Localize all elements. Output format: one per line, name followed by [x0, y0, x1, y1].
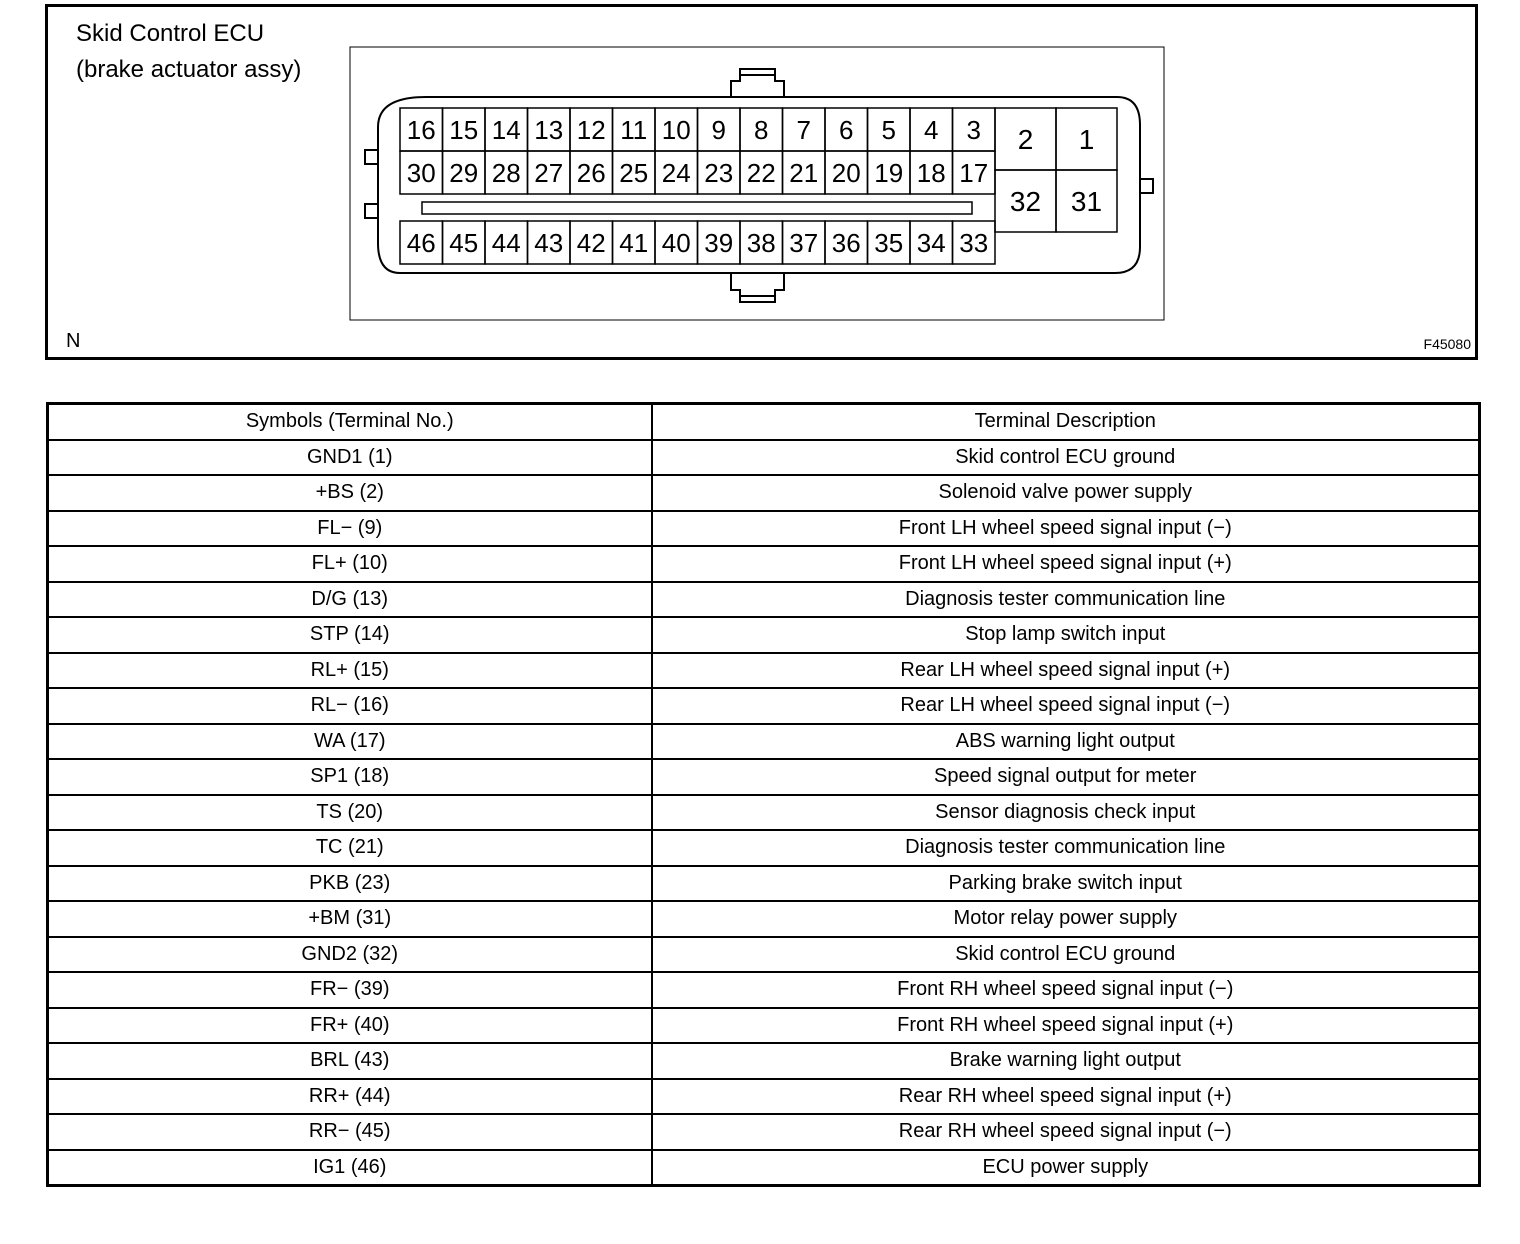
- terminal-symbol-cell: RL+ (15): [48, 653, 652, 689]
- diagram-title-line1: Skid Control ECU: [76, 20, 265, 47]
- terminal-pin: 18: [916, 157, 946, 188]
- table-row: [48, 1114, 1480, 1150]
- right-tab: [1140, 179, 1153, 193]
- table-row: [48, 901, 1480, 937]
- terminal-description-cell: Skid control ECU ground: [652, 440, 1480, 476]
- terminal-description-cell: Parking brake switch input: [652, 866, 1480, 902]
- table-row: [48, 795, 1480, 831]
- terminal-pin: 22: [746, 157, 776, 188]
- terminal-pin: 29: [449, 157, 479, 188]
- terminal-description-cell: ABS warning light output: [652, 724, 1480, 760]
- terminal-pin: 3: [966, 114, 981, 145]
- terminal-pin: 28: [491, 157, 521, 188]
- terminal-pin: 45: [449, 227, 479, 258]
- terminal-symbol-cell: +BS (2): [48, 475, 652, 511]
- top-latch: [731, 69, 784, 97]
- terminal-symbol-cell: IG1 (46): [48, 1150, 652, 1186]
- terminal-symbol-cell: FR− (39): [48, 972, 652, 1008]
- center-slot: [422, 202, 972, 214]
- table-row: [48, 475, 1480, 511]
- table-row: [48, 688, 1480, 724]
- table-row: [48, 1079, 1480, 1115]
- terminal-pin: 30: [406, 157, 436, 188]
- table-row: [48, 1043, 1480, 1079]
- terminal-description-cell: Rear RH wheel speed signal input (−): [652, 1114, 1480, 1150]
- terminal-pin: 26: [576, 157, 606, 188]
- terminal-description-cell: Diagnosis tester communication line: [652, 582, 1480, 618]
- terminal-description-cell: Front RH wheel speed signal input (−): [652, 972, 1480, 1008]
- terminal-pin: 33: [959, 227, 989, 258]
- header-description: Terminal Description: [652, 404, 1480, 440]
- header-symbols: Symbols (Terminal No.): [48, 404, 652, 440]
- terminal-pin: 25: [619, 157, 649, 188]
- terminal-pin: 40: [661, 227, 691, 258]
- terminal-pin: 21: [789, 157, 819, 188]
- terminal-symbol-cell: PKB (23): [48, 866, 652, 902]
- terminal-symbol-cell: STP (14): [48, 617, 652, 653]
- terminal-symbol-cell: TC (21): [48, 830, 652, 866]
- terminal-pin: 24: [661, 157, 691, 188]
- table-row: [48, 546, 1480, 582]
- terminal-description-cell: Rear LH wheel speed signal input (+): [652, 653, 1480, 689]
- connector-diagram-frame: [45, 4, 1478, 360]
- terminal-description-cell: Front LH wheel speed signal input (−): [652, 511, 1480, 547]
- terminal-description-cell: Rear LH wheel speed signal input (−): [652, 688, 1480, 724]
- terminal-description-cell: ECU power supply: [652, 1150, 1480, 1186]
- terminal-pin: 46: [406, 227, 436, 258]
- terminal-pin: 8: [754, 114, 769, 145]
- terminal-pin: 5: [881, 114, 896, 145]
- terminal-pin: 44: [491, 227, 521, 258]
- terminal-pin: 10: [661, 114, 691, 145]
- table-header-row: [48, 404, 1480, 440]
- terminal-symbol-cell: RR+ (44): [48, 1079, 652, 1115]
- terminal-description-cell: Front LH wheel speed signal input (+): [652, 546, 1480, 582]
- terminal-pin: 7: [796, 114, 811, 145]
- table-row: [48, 972, 1480, 1008]
- table-row: [48, 582, 1480, 618]
- table-body: [48, 440, 1480, 1186]
- terminal-pin: 9: [711, 114, 726, 145]
- terminal-pin: 42: [576, 227, 606, 258]
- terminal-description-cell: Brake warning light output: [652, 1043, 1480, 1079]
- diagram-title-line2: (brake actuator assy): [76, 56, 302, 83]
- terminal-symbol-cell: SP1 (18): [48, 759, 652, 795]
- terminal-description-cell: Sensor diagnosis check input: [652, 795, 1480, 831]
- terminal-description-cell: Motor relay power supply: [652, 901, 1480, 937]
- terminal-symbol-cell: GND2 (32): [48, 937, 652, 973]
- terminal-pin: 15: [449, 114, 479, 145]
- terminal-symbol-cell: D/G (13): [48, 582, 652, 618]
- large-terminal-pin: 32: [1009, 186, 1042, 218]
- terminal-symbol-cell: FL− (9): [48, 511, 652, 547]
- terminal-pin: 35: [874, 227, 904, 258]
- terminal-symbol-cell: WA (17): [48, 724, 652, 760]
- terminal-pin: 38: [746, 227, 776, 258]
- terminal-pin: 17: [959, 157, 989, 188]
- large-terminal-pin: 1: [1078, 124, 1095, 156]
- terminal-symbol-cell: RL− (16): [48, 688, 652, 724]
- table-row: [48, 759, 1480, 795]
- terminal-pin: 13: [534, 114, 564, 145]
- left-tab-upper: [365, 150, 378, 164]
- terminal-symbol-cell: BRL (43): [48, 1043, 652, 1079]
- table-row: [48, 1008, 1480, 1044]
- terminal-pin: 34: [916, 227, 946, 258]
- terminal-symbol-cell: +BM (31): [48, 901, 652, 937]
- terminal-pin: 4: [924, 114, 939, 145]
- terminal-pin: 39: [704, 227, 734, 258]
- table-row: [48, 617, 1480, 653]
- table-row: [48, 653, 1480, 689]
- terminal-pin: 19: [874, 157, 904, 188]
- terminal-description-cell: Skid control ECU ground: [652, 937, 1480, 973]
- terminal-description-cell: Diagnosis tester communication line: [652, 830, 1480, 866]
- table-row: [48, 440, 1480, 476]
- table-row: [48, 1150, 1480, 1186]
- terminal-symbol-cell: TS (20): [48, 795, 652, 831]
- terminal-symbol-cell: RR− (45): [48, 1114, 652, 1150]
- terminal-symbol-cell: GND1 (1): [48, 440, 652, 476]
- terminal-pin: 12: [576, 114, 606, 145]
- terminal-pin: 6: [839, 114, 854, 145]
- terminal-pin: 43: [534, 227, 564, 258]
- terminal-description-cell: Speed signal output for meter: [652, 759, 1480, 795]
- terminal-pin: 27: [534, 157, 564, 188]
- table-row: [48, 937, 1480, 973]
- terminal-description-cell: Front RH wheel speed signal input (+): [652, 1008, 1480, 1044]
- terminal-pin: 41: [619, 227, 649, 258]
- terminal-pin: 20: [831, 157, 861, 188]
- bottom-latch: [731, 272, 784, 302]
- terminal-description-cell: Solenoid valve power supply: [652, 475, 1480, 511]
- terminal-table: [46, 402, 1481, 1187]
- table-row: [48, 866, 1480, 902]
- figure-code: F45080: [1423, 336, 1471, 352]
- large-terminal-pin: 31: [1070, 186, 1103, 218]
- corner-label: N: [66, 330, 81, 352]
- terminal-pin: 37: [789, 227, 819, 258]
- diagram-title: [76, 16, 301, 88]
- terminal-description-cell: Rear RH wheel speed signal input (+): [652, 1079, 1480, 1115]
- terminal-symbol-cell: FL+ (10): [48, 546, 652, 582]
- terminal-pin: 11: [620, 114, 648, 145]
- terminal-pin: 36: [831, 227, 861, 258]
- table-row: [48, 830, 1480, 866]
- terminal-symbol-cell: FR+ (40): [48, 1008, 652, 1044]
- table-row: [48, 724, 1480, 760]
- terminal-pin: 16: [406, 114, 436, 145]
- table-row: [48, 511, 1480, 547]
- terminal-pin: 23: [704, 157, 734, 188]
- large-terminal-pin: 2: [1017, 124, 1034, 156]
- left-tab-lower: [365, 204, 378, 218]
- terminal-pin: 14: [491, 114, 521, 145]
- terminal-description-cell: Stop lamp switch input: [652, 617, 1480, 653]
